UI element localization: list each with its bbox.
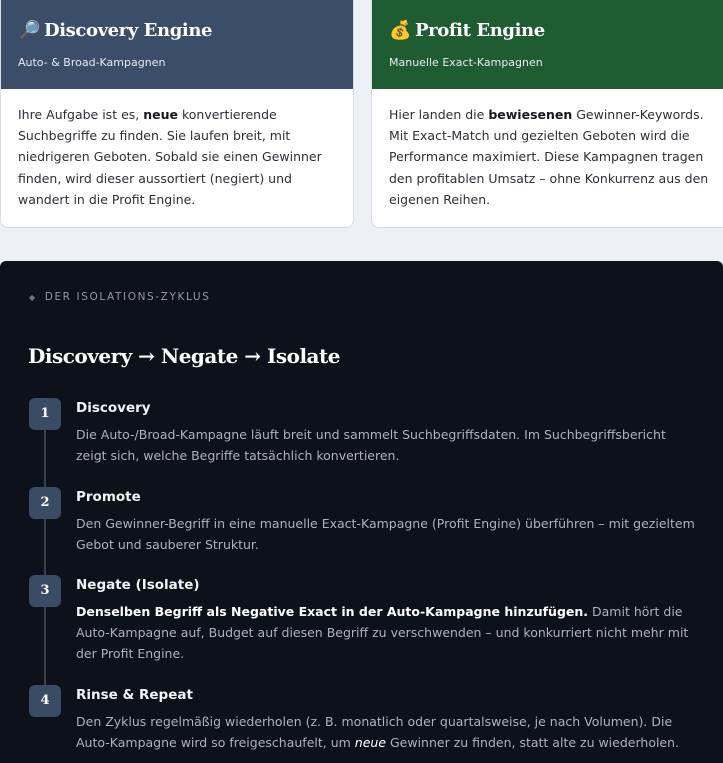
step-description: [76, 712, 696, 754]
card-subtitle: Manuelle Exact-Kampagnen: [389, 56, 543, 69]
step-number-badge: 1: [29, 398, 61, 430]
card-text: Hier landen die: [389, 107, 489, 122]
step-number-badge: 4: [29, 685, 61, 717]
profit-engine-card: [371, 0, 723, 228]
section-title: Discovery → Negate → Isolate: [28, 344, 340, 368]
step-text: Gewinner zu finden, statt alte zu wiederholen.: [386, 734, 680, 750]
diamond-icon: ◆: [29, 293, 37, 302]
discovery-engine-card: [0, 0, 354, 228]
card-text-bold: bewiesenen: [488, 107, 573, 122]
magnifier-icon: 🔎: [18, 20, 41, 41]
step-description: [76, 602, 696, 664]
step-description: Den Gewinner-Begriff in eine manuelle Exact-Kampagne (Profit Engine) überführen – mit gezieltem Gebot und sauberer Struktur.: [76, 516, 695, 552]
card-title-text: Discovery Engine: [44, 20, 213, 41]
card-header: [1, 0, 353, 89]
step-number-badge: 3: [29, 575, 61, 607]
step-title: Rinse & Repeat: [76, 687, 193, 703]
step-text: Den Zyklus regelmäßig wiederholen (z. B. monatlich oder quartalsweise, je nach Volumen). Die Auto-Kampagne wird so freigeschaufelt, um: [76, 714, 673, 750]
step-description: Die Auto-/Broad-Kampagne läuft breit und sammelt Suchbegriffsdaten. Im Suchbegriffsbericht zeigt sich, welche Begriffe tatsächlich konvertieren.: [76, 427, 666, 463]
step-title: Discovery: [76, 400, 151, 416]
card-text: Ihre Aufgabe ist es,: [18, 107, 144, 122]
isolation-cycle-section: [0, 261, 723, 763]
card-text: konvertierende Suchbegriffe zu finden. Sie laufen breit, mit niedrigeren Geboten. Sobald sie einen Gewinner finden, wird dieser aussortiert (negiert) und wandert in die Profit Engine.: [18, 107, 322, 207]
step-text: Damit hört die Auto-Kampagne auf, Budget auf diesen Begriff zu verschwenden – und konkurriert nicht mehr mit der Profit Engine.: [76, 604, 689, 661]
card-text: Gewinner-Keywords. Mit Exact-Match und gezielten Geboten wird die Performance maximiert. Diese Kampagnen tragen den profitablen Umsatz – ohne Konkurrenz aus den eigenen Reihen.: [389, 107, 709, 207]
step-text-italic: neue: [354, 734, 387, 750]
step-number-badge: 2: [29, 487, 61, 519]
card-title-text: Profit Engine: [415, 20, 545, 41]
section-eyebrow: [29, 291, 210, 303]
card-title: [389, 18, 713, 44]
card-title: [18, 18, 336, 44]
card-description: [372, 89, 723, 210]
card-text-bold: neue: [143, 107, 178, 122]
step-title: Promote: [76, 489, 141, 505]
step-title: Negate (Isolate): [76, 577, 200, 593]
step-text-bold: Denselben Begriff als Negative Exact in der Auto-Kampagne hinzufügen.: [76, 604, 589, 619]
card-subtitle: Auto- & Broad-Kampagnen: [18, 56, 166, 69]
card-description: [1, 89, 353, 210]
card-header: [372, 0, 723, 89]
money-bag-icon: 💰: [389, 20, 412, 41]
timeline-connector: [44, 411, 46, 696]
eyebrow-text: DER ISOLATIONS-ZYKLUS: [44, 291, 211, 303]
